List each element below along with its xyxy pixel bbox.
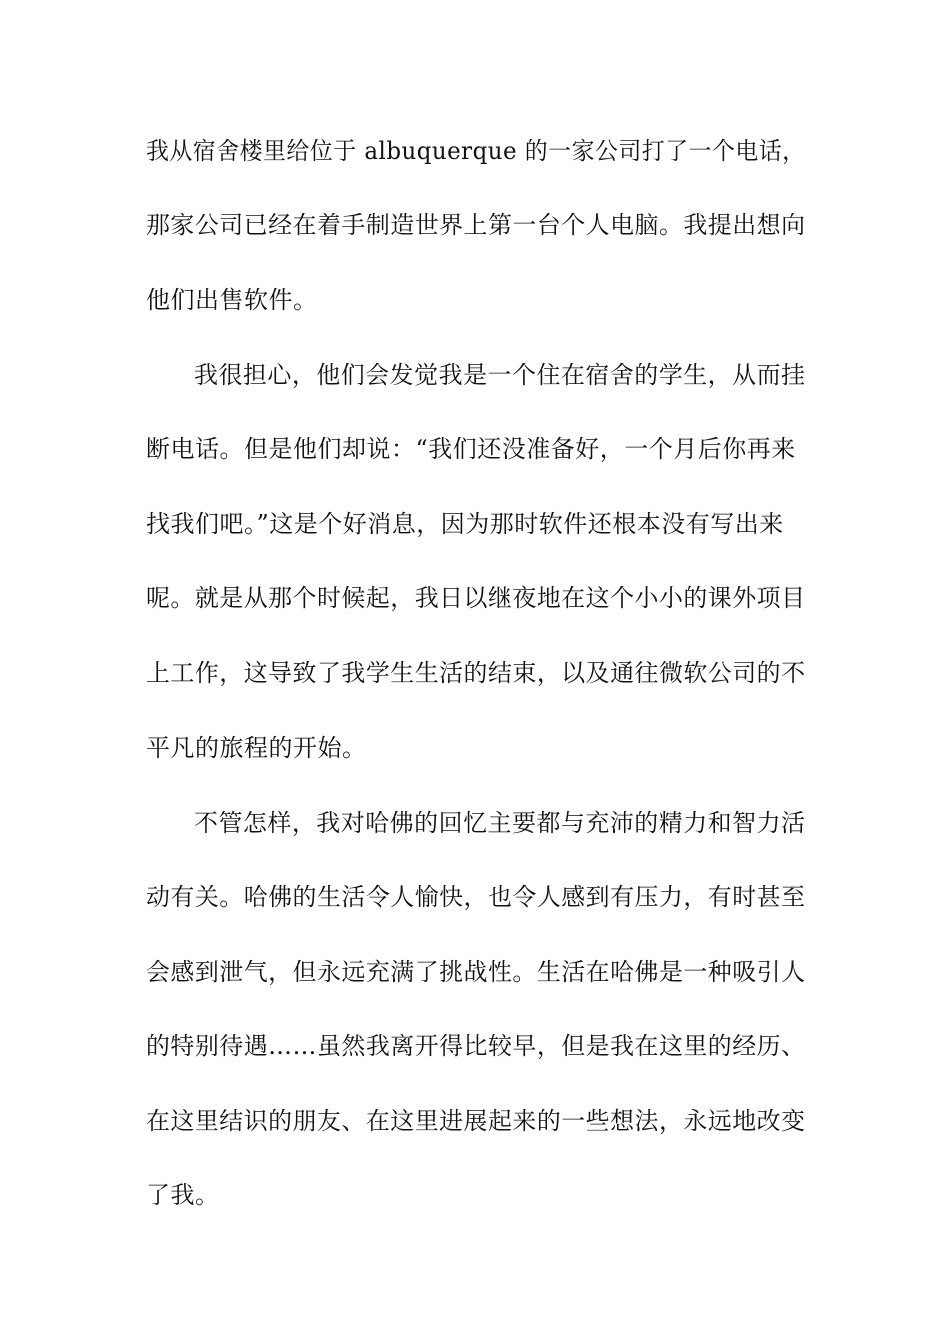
paragraph-2-line-2: 断电话。但是他们却说：“我们还没准备好，一个月后你再来: [146, 435, 796, 463]
paragraph-3-line-1: 不管怎样，我对哈佛的回忆主要都与充沛的精力和智力活: [194, 809, 806, 837]
paragraph-2-line-1: 我很担心，他们会发觉我是一个住在宿舍的学生，从而挂: [194, 361, 806, 389]
paragraph-3-line-3: 会感到泄气，但永远充满了挑战性。生活在哈佛是一种吸引人: [146, 958, 806, 986]
paragraph-3-line-6: 了我。: [146, 1181, 220, 1209]
paragraph-1-line-1: 我从宿舍楼里给位于 albuquerque 的一家公司打了一个电话，: [146, 137, 806, 165]
paragraph-2-line-6: 平凡的旅程的开始。: [146, 734, 367, 762]
paragraph-2-line-3: 找我们吧。”这是个好消息，因为那时软件还根本没有写出来: [146, 510, 784, 538]
paragraph-3-line-5: 在这里结识的朋友、在这里进展起来的一些想法，永远地改变: [146, 1107, 806, 1135]
paragraph-1-line-3: 他们出售软件。: [146, 286, 318, 314]
paragraph-2-line-4: 呢。就是从那个时候起，我日以继夜地在这个小小的课外项目: [146, 584, 806, 612]
paragraph-2-line-5: 上工作，这导致了我学生生活的结束，以及通往微软公司的不: [146, 659, 806, 687]
paragraph-1-line-2: 那家公司已经在着手制造世界上第一台个人电脑。我提出想向: [146, 211, 806, 239]
paragraph-3-line-2: 动有关。哈佛的生活令人愉快，也令人感到有压力，有时甚至: [146, 883, 806, 911]
paragraph-3-line-4: 的特别待遇……虽然我离开得比较早，但是我在这里的经历、: [146, 1032, 806, 1060]
